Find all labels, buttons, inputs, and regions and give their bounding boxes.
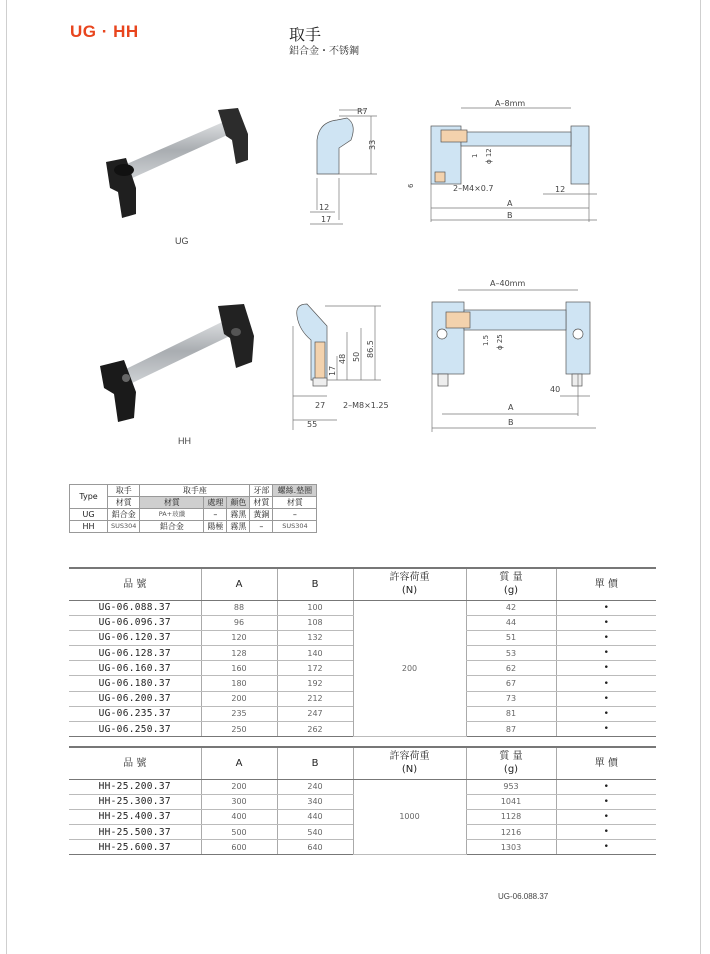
base-group-header: 取手座 xyxy=(140,485,250,497)
a-cell: 128 xyxy=(201,646,277,661)
mass-label: 質 量 xyxy=(499,751,523,763)
b-header: B xyxy=(277,747,353,779)
process-cell: 陽極 xyxy=(204,521,227,533)
handle-group-header: 取手 xyxy=(108,485,140,497)
part-number-cell: HH-25.500.37 xyxy=(69,825,201,840)
b-cell: 172 xyxy=(277,661,353,676)
price-cell: • xyxy=(556,630,656,645)
a-cell: 88 xyxy=(201,600,277,615)
a-cell: 250 xyxy=(201,722,277,737)
mass-cell: 44 xyxy=(466,615,556,630)
a-cell: 160 xyxy=(201,661,277,676)
b-header: B xyxy=(277,568,353,600)
mass-cell: 87 xyxy=(466,722,556,737)
part-number-cell: UG-06.235.37 xyxy=(69,706,201,721)
a-header: A xyxy=(201,568,277,600)
hh-dim-40: 40 xyxy=(550,385,561,394)
mass-label: 質 量 xyxy=(499,572,523,584)
part-number-cell: UG-06.180.37 xyxy=(69,676,201,691)
hh-dim-15: 1.5 xyxy=(482,334,490,346)
a-cell: 120 xyxy=(201,630,277,645)
base-material-header: 材質 xyxy=(140,497,204,509)
handle-material-header: 材質 xyxy=(108,497,140,509)
hh-dim-a40: A–40mm xyxy=(490,279,526,288)
load-label: 許容荷重 xyxy=(389,751,430,763)
price-cell: • xyxy=(556,706,656,721)
table-row xyxy=(69,600,656,615)
price-cell: • xyxy=(556,722,656,737)
color-cell: 霧黑 xyxy=(227,521,250,533)
price-cell: • xyxy=(556,840,656,855)
mass-cell: 62 xyxy=(466,661,556,676)
ug-front-view-drawing xyxy=(403,98,598,233)
b-cell: 540 xyxy=(277,825,353,840)
footer-code: UG-06.088.37 xyxy=(498,892,549,901)
mass-unit: (g) xyxy=(503,764,519,776)
hh-spec-table xyxy=(69,746,656,855)
page-subtitle: 鋁合金・不锈鋼 xyxy=(289,46,359,57)
price-cell: • xyxy=(556,779,656,794)
type-cell: UG xyxy=(70,509,108,521)
ug-dim-12b: 12 xyxy=(555,185,566,194)
ug-dim-12: 12 xyxy=(319,203,330,212)
mass-cell: 73 xyxy=(466,691,556,706)
hh-dim-27: 27 xyxy=(315,401,326,410)
part-number-cell: HH-25.300.37 xyxy=(69,794,201,809)
part-number-header: 品 號 xyxy=(69,568,201,600)
b-cell: 140 xyxy=(277,646,353,661)
load-cell: 200 xyxy=(353,600,466,737)
ug-dim-r7: R7 xyxy=(357,107,368,116)
mass-header xyxy=(466,568,556,600)
thread-group-header: 牙部 xyxy=(250,485,273,497)
load-unit: (N) xyxy=(401,764,418,776)
b-cell: 440 xyxy=(277,809,353,824)
a-cell: 235 xyxy=(201,706,277,721)
page-border-left xyxy=(6,0,7,954)
ug-dim-17: 17 xyxy=(321,215,332,224)
base-cell: 鋁合金 xyxy=(140,521,204,533)
ug-dim-phi12: ϕ 12 xyxy=(485,148,493,164)
hh-dim-phi25: ϕ 25 xyxy=(496,334,504,350)
price-cell: • xyxy=(556,794,656,809)
load-header xyxy=(353,568,466,600)
a-cell: 200 xyxy=(201,691,277,706)
part-number-cell: UG-06.096.37 xyxy=(69,615,201,630)
ug-dim-a: A xyxy=(507,199,513,208)
part-number-cell: HH-25.600.37 xyxy=(69,840,201,855)
hh-caption: HH xyxy=(178,436,191,446)
a-cell: 600 xyxy=(201,840,277,855)
handle-cell: SUS304 xyxy=(108,521,140,533)
ug-dim-6: 6 xyxy=(407,183,415,188)
a-cell: 180 xyxy=(201,676,277,691)
mass-cell: 1216 xyxy=(466,825,556,840)
thread-cell: 黃銅 xyxy=(250,509,273,521)
load-cell: 1000 xyxy=(353,779,466,855)
part-number-cell: UG-06.128.37 xyxy=(69,646,201,661)
b-cell: 640 xyxy=(277,840,353,855)
materials-row-hh xyxy=(70,521,317,533)
price-cell: • xyxy=(556,825,656,840)
color-cell: 霧黑 xyxy=(227,509,250,521)
mass-cell: 67 xyxy=(466,676,556,691)
mass-cell: 1303 xyxy=(466,840,556,855)
base-cell: PA+玻纖 xyxy=(140,509,204,521)
a-cell: 300 xyxy=(201,794,277,809)
part-number-cell: UG-06.160.37 xyxy=(69,661,201,676)
part-number-cell: UG-06.200.37 xyxy=(69,691,201,706)
mass-cell: 53 xyxy=(466,646,556,661)
ug-dim-a8: A–8mm xyxy=(495,99,526,108)
hh-side-view-drawing xyxy=(285,296,400,432)
b-cell: 192 xyxy=(277,676,353,691)
load-label: 許容荷重 xyxy=(389,572,430,584)
part-number-cell: UG-06.120.37 xyxy=(69,630,201,645)
part-number-cell: UG-06.250.37 xyxy=(69,722,201,737)
screw-material-header: 材質 xyxy=(273,497,317,509)
hh-front-view-drawing xyxy=(410,276,600,432)
part-number-cell: HH-25.400.37 xyxy=(69,809,201,824)
handle-cell: 鋁合金 xyxy=(108,509,140,521)
ug-dim-m4: 2–M4×0.7 xyxy=(453,184,494,193)
b-cell: 212 xyxy=(277,691,353,706)
materials-table xyxy=(69,484,317,533)
type-header: Type xyxy=(70,485,108,509)
b-cell: 240 xyxy=(277,779,353,794)
ug-caption: UG xyxy=(175,236,189,246)
ug-dim-b: B xyxy=(507,211,513,220)
thread-material-header: 材質 xyxy=(250,497,273,509)
base-process-header: 處理 xyxy=(204,497,227,509)
price-cell: • xyxy=(556,691,656,706)
hh-dim-17: 17 xyxy=(328,365,337,376)
materials-row-ug xyxy=(70,509,317,521)
mass-cell: 51 xyxy=(466,630,556,645)
price-cell: • xyxy=(556,646,656,661)
b-cell: 108 xyxy=(277,615,353,630)
hh-dim-m8: 2–M8×1.25 xyxy=(343,401,389,410)
hh-dim-b: B xyxy=(508,418,514,427)
hh-dim-50: 50 xyxy=(352,351,361,362)
b-cell: 340 xyxy=(277,794,353,809)
base-color-header: 顏色 xyxy=(227,497,250,509)
screw-cell: – xyxy=(273,509,317,521)
thread-cell: – xyxy=(250,521,273,533)
page-border-right xyxy=(700,0,701,954)
hh-dim-48: 48 xyxy=(338,353,347,364)
hh-dim-55: 55 xyxy=(307,420,318,429)
mass-cell: 81 xyxy=(466,706,556,721)
hh-dim-a: A xyxy=(508,403,514,412)
price-header: 單 價 xyxy=(556,747,656,779)
screw-group-header: 螺絲.墊圈 xyxy=(273,485,317,497)
a-cell: 200 xyxy=(201,779,277,794)
mass-header xyxy=(466,747,556,779)
mass-unit: (g) xyxy=(503,585,519,597)
table-row xyxy=(69,779,656,794)
price-header: 單 價 xyxy=(556,568,656,600)
price-cell: • xyxy=(556,809,656,824)
hh-dim-86: 86.5 xyxy=(366,340,375,358)
load-header xyxy=(353,747,466,779)
mass-cell: 1128 xyxy=(466,809,556,824)
a-header: A xyxy=(201,747,277,779)
ug-dim-1: 1 xyxy=(471,153,479,158)
ug-product-image xyxy=(100,108,260,223)
b-cell: 262 xyxy=(277,722,353,737)
mass-cell: 953 xyxy=(466,779,556,794)
a-cell: 96 xyxy=(201,615,277,630)
mass-cell: 42 xyxy=(466,600,556,615)
ug-spec-table xyxy=(69,567,656,737)
type-cell: HH xyxy=(70,521,108,533)
b-cell: 132 xyxy=(277,630,353,645)
part-number-header: 品 號 xyxy=(69,747,201,779)
ug-dim-33: 33 xyxy=(368,139,377,150)
hh-product-image xyxy=(96,302,266,426)
b-cell: 247 xyxy=(277,706,353,721)
screw-cell: SUS304 xyxy=(273,521,317,533)
price-cell: • xyxy=(556,676,656,691)
process-cell: – xyxy=(204,509,227,521)
a-cell: 400 xyxy=(201,809,277,824)
part-number-cell: UG-06.088.37 xyxy=(69,600,201,615)
page-title: 取手 xyxy=(289,25,322,44)
part-number-cell: HH-25.200.37 xyxy=(69,779,201,794)
ug-side-view-drawing xyxy=(305,100,395,232)
a-cell: 500 xyxy=(201,825,277,840)
series-title: UG · HH xyxy=(70,22,139,41)
price-cell: • xyxy=(556,600,656,615)
price-cell: • xyxy=(556,615,656,630)
load-unit: (N) xyxy=(401,585,418,597)
mass-cell: 1041 xyxy=(466,794,556,809)
price-cell: • xyxy=(556,661,656,676)
b-cell: 100 xyxy=(277,600,353,615)
